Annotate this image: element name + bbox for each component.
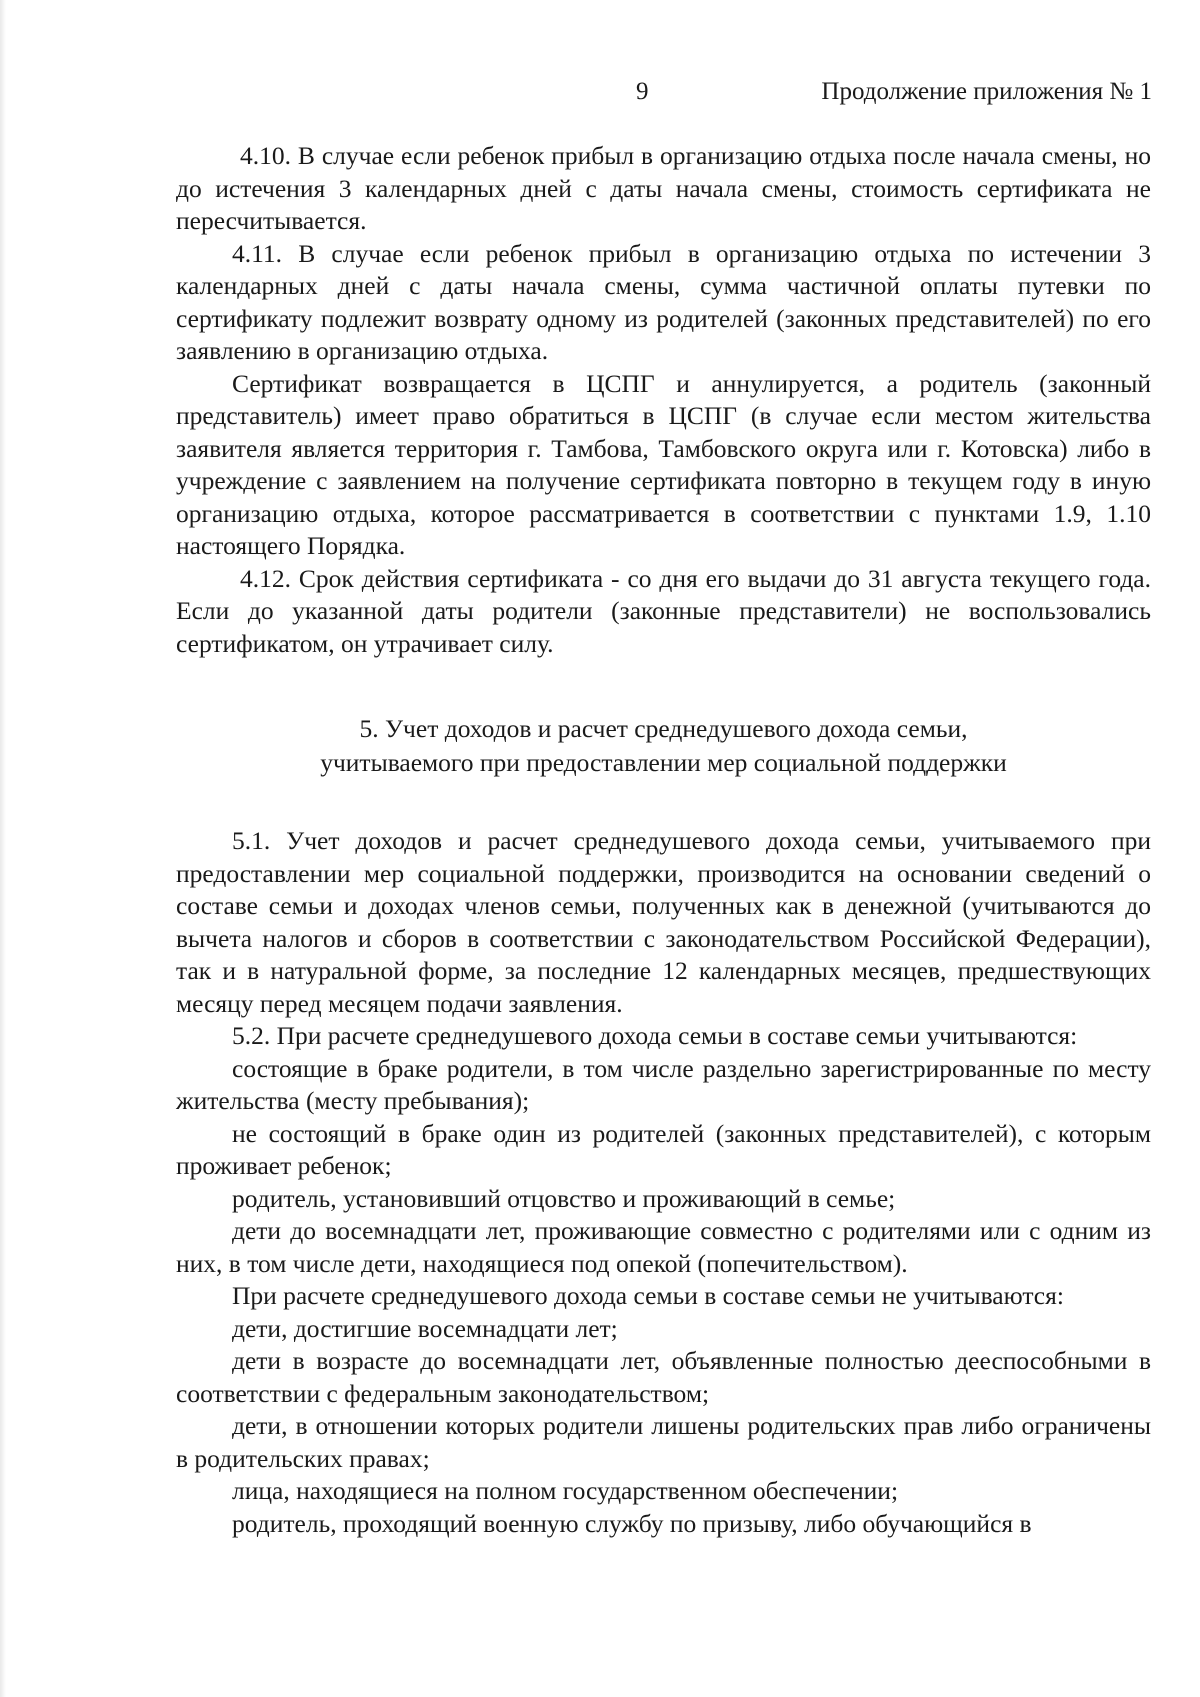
paragraph-certificate-return: Сертификат возвращается в ЦСПГ и аннулируется, а родитель (законный представитель) имеет право обратиться в ЦСПГ (в случае если местом жительства заявителя является территория г. Тамбова, Тамбовского округа или г. Котовска) либо в учреждение с заявлением на получение сертификата повторно в текущем году в иную организацию отдыха, которое рассматривается в соответствии с пунктами 1.9, 1.10 настоящего Порядка. — [176, 368, 1151, 560]
document-body — [176, 140, 1151, 1540]
paragraph-4-10: 4.10. В случае если ребенок прибыл в организацию отдыха после начала смены, но до истечения 3 календарных дней с даты начала смены, стоимость сертификата не пересчитывается. — [176, 141, 1151, 235]
list-item: не состоящий в браке один из родителей (законных представителей), с которым проживает ребенок; — [176, 1118, 1151, 1180]
appendix-continuation-title: Продолжение приложения № 1 — [821, 78, 1152, 105]
paragraph-4-11: 4.11. В случае если ребенок прибыл в организацию отдыха по истечении 3 календарных дней с даты начала смены, сумма частичной оплаты путевки по сертификату подлежит возврату одному из родителей (законных представителей) по его заявлению в организацию отдыха. — [176, 238, 1151, 365]
list-item: родитель, установивший отцовство и проживающий в семье; — [232, 1183, 896, 1213]
section-5-heading — [176, 712, 1151, 780]
list-item: дети, достигшие восемнадцати лет; — [232, 1313, 618, 1343]
list-item: лица, находящиеся на полном государственном обеспечении; — [232, 1476, 899, 1505]
list-item: родитель, проходящий военную службу по призыву, либо обучающийся в — [232, 1508, 1032, 1538]
scan-edge — [0, 0, 6, 1697]
paragraph-5-2: 5.2. При расчете среднедушевого дохода семьи в составе семьи учитываются: — [232, 1021, 1078, 1050]
list-item: дети до восемнадцати лет, проживающие совместно с родителями или с одним из них, в том числе дети, находящиеся под опекой (попечительством). — [176, 1216, 1151, 1278]
list-item: дети, в отношении которых родители лишены родительских прав либо ограничены в родительских правах; — [176, 1411, 1151, 1473]
page-header — [0, 78, 1200, 114]
paragraph-not-counted: При расчете среднедушевого дохода семьи в составе семьи не учитываются: — [232, 1281, 1064, 1310]
list-item: дети в возрасте до восемнадцати лет, объявленные полностью дееспособными в соответствии с федеральным законодательством; — [176, 1346, 1151, 1408]
page-number: 9 — [636, 78, 649, 105]
list-item: состоящие в браке родители, в том числе раздельно зарегистрированные по месту жительства (месту пребывания); — [176, 1053, 1151, 1115]
paragraph-4-12: 4.12. Срок действия сертификата - со дня его выдачи до 31 августа текущего года. Если до указанной даты родители (законные представители) не воспользовались сертификатом, он утрачивает силу. — [176, 563, 1151, 658]
section-5-heading-line-2: учитываемого при предоставлении мер социальной поддержки — [320, 748, 1007, 777]
section-5-heading-line-1: 5. Учет доходов и расчет среднедушевого дохода семьи, — [359, 714, 968, 743]
paragraph-5-1: 5.1. Учет доходов и расчет среднедушевого дохода семьи, учитываемого при предоставлении мер социальной поддержки, производится на основании сведений о составе семьи и доходах членов семьи, полученных как в денежной (учитываются до вычета налогов и сборов в соответствии с законодательством Российской Федерации), так и в натуральной форме, за последние 12 календарных месяцев, предшествующих месяцу перед месяцем подачи заявления. — [176, 826, 1151, 1018]
